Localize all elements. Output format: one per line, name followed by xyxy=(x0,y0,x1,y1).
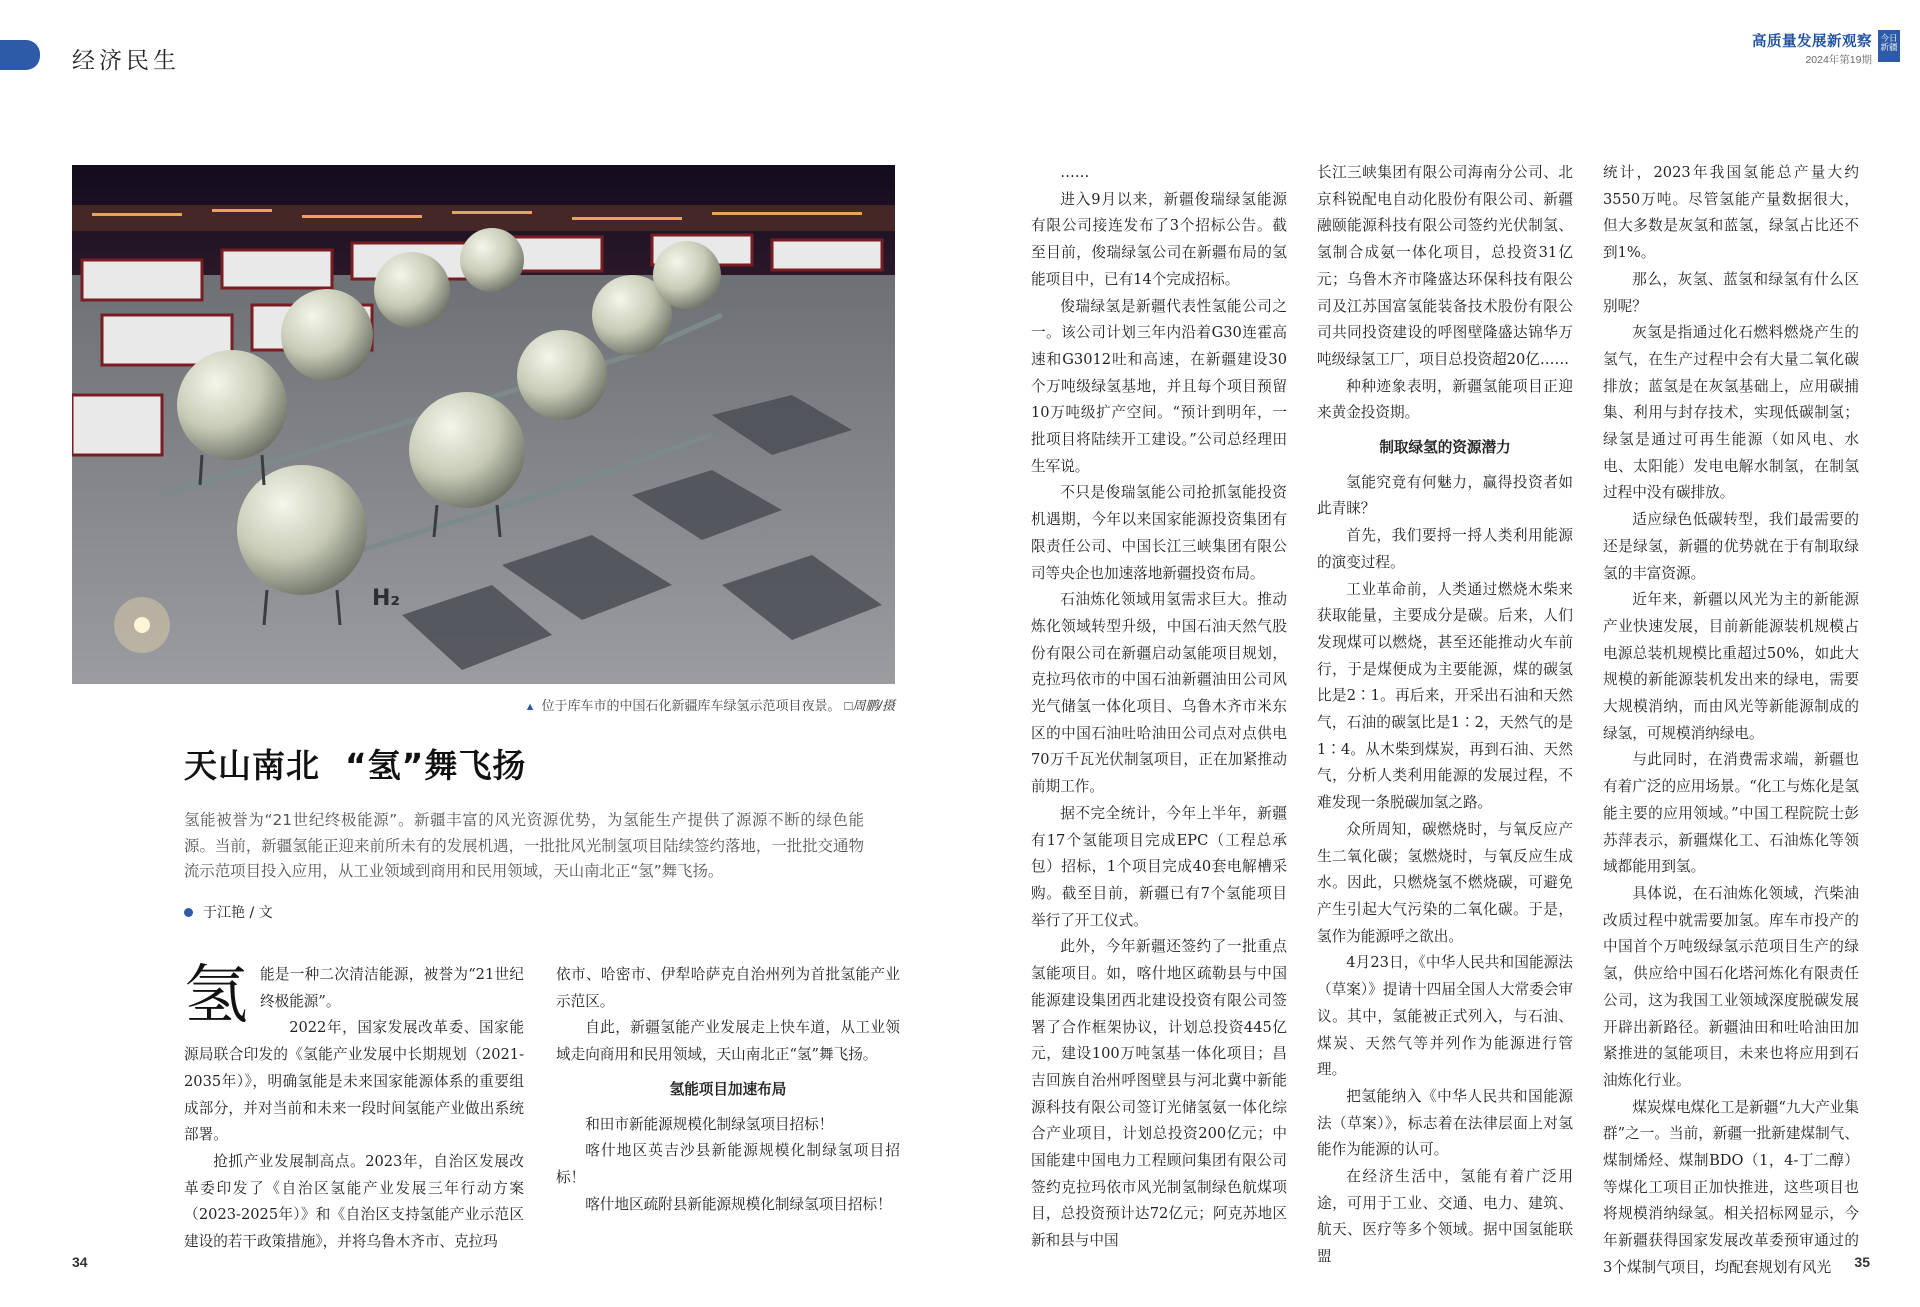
byline xyxy=(184,902,273,922)
paragraph: 把氢能纳入《中华人民共和国能源法（草案）》，标志着在法律层面上对氢能作为能源的认可。 xyxy=(1317,1087,1573,1159)
paragraph: 4月23日，《中华人民共和国能源法（草案）》提请十四届全国人大常委会审议。其中，氢能被正式列入，与石油、煤炭、天然气等并列作为能源进行管理。 xyxy=(1317,954,1573,1079)
body-column-5 xyxy=(1603,160,1859,1282)
paragraph: 灰氢是指通过化石燃料燃烧产生的氢气，在生产过程中会有大量二氧化碳排放；蓝氢是在灰氢基础上，应用碳捕集、利用与封存技术，实现低碳制氢；绿氢是通过可再生能源（如风电、水电、太阳能）发电电解水制氢，在制氢过程中没有碳排放。 xyxy=(1603,324,1859,502)
byline-dot-icon xyxy=(184,908,193,917)
section-title: 经济民生 xyxy=(72,48,180,74)
paragraph: 工业革命前，人类通过燃烧木柴来获取能量，主要成分是碳。后来，人们发现煤可以燃烧，甚至还能推动火车前行，于是煤便成为主要能源，煤的碳氢比是2∶1。再后来，开采出石油和天然气，石油的碳氢比是1∶2，天然气的是1∶4。从木柴到煤炭，再到石油、天然气，分析人类利用能源的发展过程，不难发现一条脱碳加氢之路。 xyxy=(1317,580,1573,812)
drop-cap: 氢 xyxy=(184,959,248,1033)
paragraph: 石油炼化领域用氢需求巨大。推动炼化领域转型升级，中国石油天然气股份有限公司在新疆启动氢能项目规划，克拉玛依市的中国石油新疆油田公司风光气储氢一体化项目、乌鲁木齐市米东区的中国石油吐哈油田公司点对点供电70万千瓦光伏制氢项目，正在加紧推动前期工作。 xyxy=(1031,591,1287,796)
paragraph: 抢抓产业发展制高点。2023年，自治区发展改革委印发了《自治区氢能产业发展三年行动方案（2023-2025年）》和《自治区支持氢能产业示范区建设的若干政策措施》，并将乌鲁木齐市、克拉玛 xyxy=(184,1152,524,1251)
paragraph: 适应绿色低碳转型，我们最需要的还是绿氢，新疆的优势就在于有制取绿氢的丰富资源。 xyxy=(1603,511,1859,582)
ellipsis-line: …… xyxy=(1060,164,1090,181)
subheading: 制取绿氢的资源潜力 xyxy=(1379,439,1511,457)
paragraph: 首先，我们要捋一捋人类利用能源的演变过程。 xyxy=(1317,527,1573,571)
photo-credit: □周鹏/摄 xyxy=(844,698,895,713)
body-column-4 xyxy=(1317,160,1573,1271)
caption-text: 位于库车市的中国石化新疆库车绿氢示范项目夜景。 xyxy=(541,698,841,713)
feature-photo xyxy=(72,165,895,684)
paragraph: 统计，2023年我国氢能总产量大约3550万吨。尽管氢能产量数据很大，但大多数是灰氢和蓝氢，绿氢占比还不到1%。 xyxy=(1603,164,1859,262)
paragraph: 进入9月以来，新疆俊瑞绿氢能源有限公司接连发布了3个招标公告。截至目前，俊瑞绿氢公司在新疆布局的氢能项目中，已有14个完成招标。 xyxy=(1031,190,1287,288)
body-column-1 xyxy=(184,959,524,1256)
paragraph: 种种迹象表明，新疆氢能项目正迎来黄金投资期。 xyxy=(1317,377,1573,422)
tank-h2-label: H₂ xyxy=(372,586,401,611)
paragraph: 与此同时，在消费需求端，新疆也有着广泛的应用场景。“化工与炼化是氢能主要的应用领域。”中国工程院院士彭苏萍表示，新疆煤化工、石油炼化等领域都能用到氢。 xyxy=(1603,751,1859,876)
magazine-logo: 今日新疆 xyxy=(1878,30,1900,62)
paragraph: 据不完全统计，今年上半年，新疆有17个氢能项目完成EPC（工程总承包）招标，1个项目完成40套电解槽采购。截至目前，新疆已有7个氢能项目举行了开工仪式。 xyxy=(1031,804,1287,929)
paragraph: 煤炭煤电煤化工是新疆“九大产业集群”之一。当前，新疆一批新建煤制气、煤制烯烃、煤制BDO（1，4-丁二醇）等煤化工项目正加快推进，这些项目也将规模消纳绿氢。相关招标网显示，今年新疆获得国家发展改革委预审通过的3个煤制气项目，均配套规划有风光 xyxy=(1603,1098,1859,1276)
paragraph: 在经济生活中，氢能有着广泛用途，可用于工业、交通、电力、建筑、航天、医疗等多个领域。据中国氢能联盟 xyxy=(1317,1168,1573,1266)
paragraph: 具体说，在石油炼化领域，汽柴油改质过程中就需要加氢。库车市投产的中国首个万吨级绿氢示范项目生产的绿氢，供应给中国石化塔河炼化有限责任公司，这为我国工业领域深度脱碳发展开辟出新路径。新疆油田和吐哈油田加紧推进的氢能项目，未来也将应用到石油炼化行业。 xyxy=(1603,884,1859,1089)
paragraph: 此外，今年新疆还签约了一批重点氢能项目。如，喀什地区疏勒县与中国能源建设集团西北建设投资有限公司签署了合作框架协议，计划总投资445亿元，建设100万吨氢基一体化项目；昌吉回族自治州呼图壁县与河北冀中新能源科技有限公司签订光储氢氨一体化综合产业项目，计划总投资200亿元；中国能建中国电力工程顾问集团有限公司签约克拉玛依市风光制氢制绿色航煤项目，总投资预计达72亿元；阿克苏地区新和县与中国 xyxy=(1031,938,1287,1250)
paragraph: 喀什地区疏附县新能源规模化制绿氢项目招标！ xyxy=(585,1195,892,1213)
caption-triangle-icon: ▲ xyxy=(524,701,536,713)
paragraph: 长江三峡集团有限公司海南分公司、北京科锐配电自动化股份有限公司、新疆融颐能源科技有限公司签约光伏制氢、氢制合成氨一体化项目，总投资31亿元；乌鲁木齐市隆盛达环保科技有限公司及江苏国富氢能装备技术股份有限公司共同投资建设的呼图壁隆盛达锦华万吨级绿氢工厂，项目总投资超20亿…… xyxy=(1317,164,1573,368)
series-title: 高质量发展新观察 xyxy=(1752,34,1872,50)
photo-caption xyxy=(72,695,895,714)
paragraph: 和田市新能源规模化制绿氢项目招标！ xyxy=(585,1115,834,1133)
subheading: 氢能项目加速布局 xyxy=(669,1080,787,1098)
paragraph: 近年来，新疆以风光为主的新能源产业快速发展，目前新能源装机规模占电源总装机规模比重超过50%，如此大规模的新能源装机发出来的绿电，需要大规模消纳，而由风光等新能源制成的绿氢，可规模消纳绿电。 xyxy=(1603,591,1859,742)
paragraph: 那么，灰氢、蓝氢和绿氢有什么区别呢？ xyxy=(1603,270,1859,315)
paragraph: 2022年，国家发展改革委、国家能源局联合印发的《氢能产业发展中长期规划（2021-2035年）》，明确氢能是未来国家能源体系的重要组成部分，并对当前和未来一段时间氢能产业做出系统部署。 xyxy=(184,1019,524,1144)
paragraph: 依市、哈密市、伊犁哈萨克自治州列为首批氢能产业示范区。 xyxy=(556,966,900,1010)
byline-author: 于江艳 / 文 xyxy=(203,905,273,921)
paragraph: 氢能究竟有何魅力，赢得投资者如此青睐？ xyxy=(1317,473,1573,518)
paragraph: 众所周知，碳燃烧时，与氧反应产生二氧化碳；氢燃烧时，与氧反应生成水。因此，只燃烧氢不燃烧碳，可避免产生引起大气污染的二氧化碳。于是，氢作为能源呼之欲出。 xyxy=(1317,820,1573,945)
hydrogen-plant-night-illustration xyxy=(72,165,895,684)
body-column-3 xyxy=(1031,160,1287,1255)
paragraph: 俊瑞绿氢是新疆代表性氢能公司之一。该公司计划三年内沿着G30连霍高速和G3012吐和高速，在新疆建设30个万吨级绿氢基地，并且每个项目预留10万吨级扩产空间。“预计到明年，一批项目将陆续开工建设。”公司总经理田生军说。 xyxy=(1031,297,1287,475)
series-header xyxy=(1752,30,1900,67)
body-column-2 xyxy=(556,962,900,1218)
article-headline: 天山南北 “氢”舞飞扬 xyxy=(184,746,527,785)
issue-number: 2024年第19期 xyxy=(1805,54,1872,66)
paragraph: 能是一种二次清洁能源，被誉为“21世纪终极能源”。 xyxy=(260,966,524,1010)
section-tab-marker xyxy=(0,40,40,70)
article-lead: 氢能被誉为“21世纪终极能源”。新疆丰富的风光资源优势，为氢能生产提供了源源不断的绿色能源。当前，新疆氢能正迎来前所未有的发展机遇，一批批风光制氢项目陆续签约落地，一批批交通物流示范项目投入应用，从工业领域到商用和民用领域，天山南北正“氢”舞飞扬。 xyxy=(184,811,864,880)
paragraph: 不只是俊瑞氢能公司抢抓氢能投资机遇期，今年以来国家能源投资集团有限责任公司、中国长江三峡集团有限公司等央企也加速落地新疆投资布局。 xyxy=(1031,484,1287,582)
paragraph: 喀什地区英吉沙县新能源规模化制绿氢项目招标！ xyxy=(556,1142,900,1186)
paragraph: 自此，新疆氢能产业发展走上快车道，从工业领域走向商用和民用领域，天山南北正“氢”舞飞扬。 xyxy=(556,1019,900,1064)
page-number-right: 35 xyxy=(1854,1254,1870,1270)
page-number-left: 34 xyxy=(72,1254,88,1270)
